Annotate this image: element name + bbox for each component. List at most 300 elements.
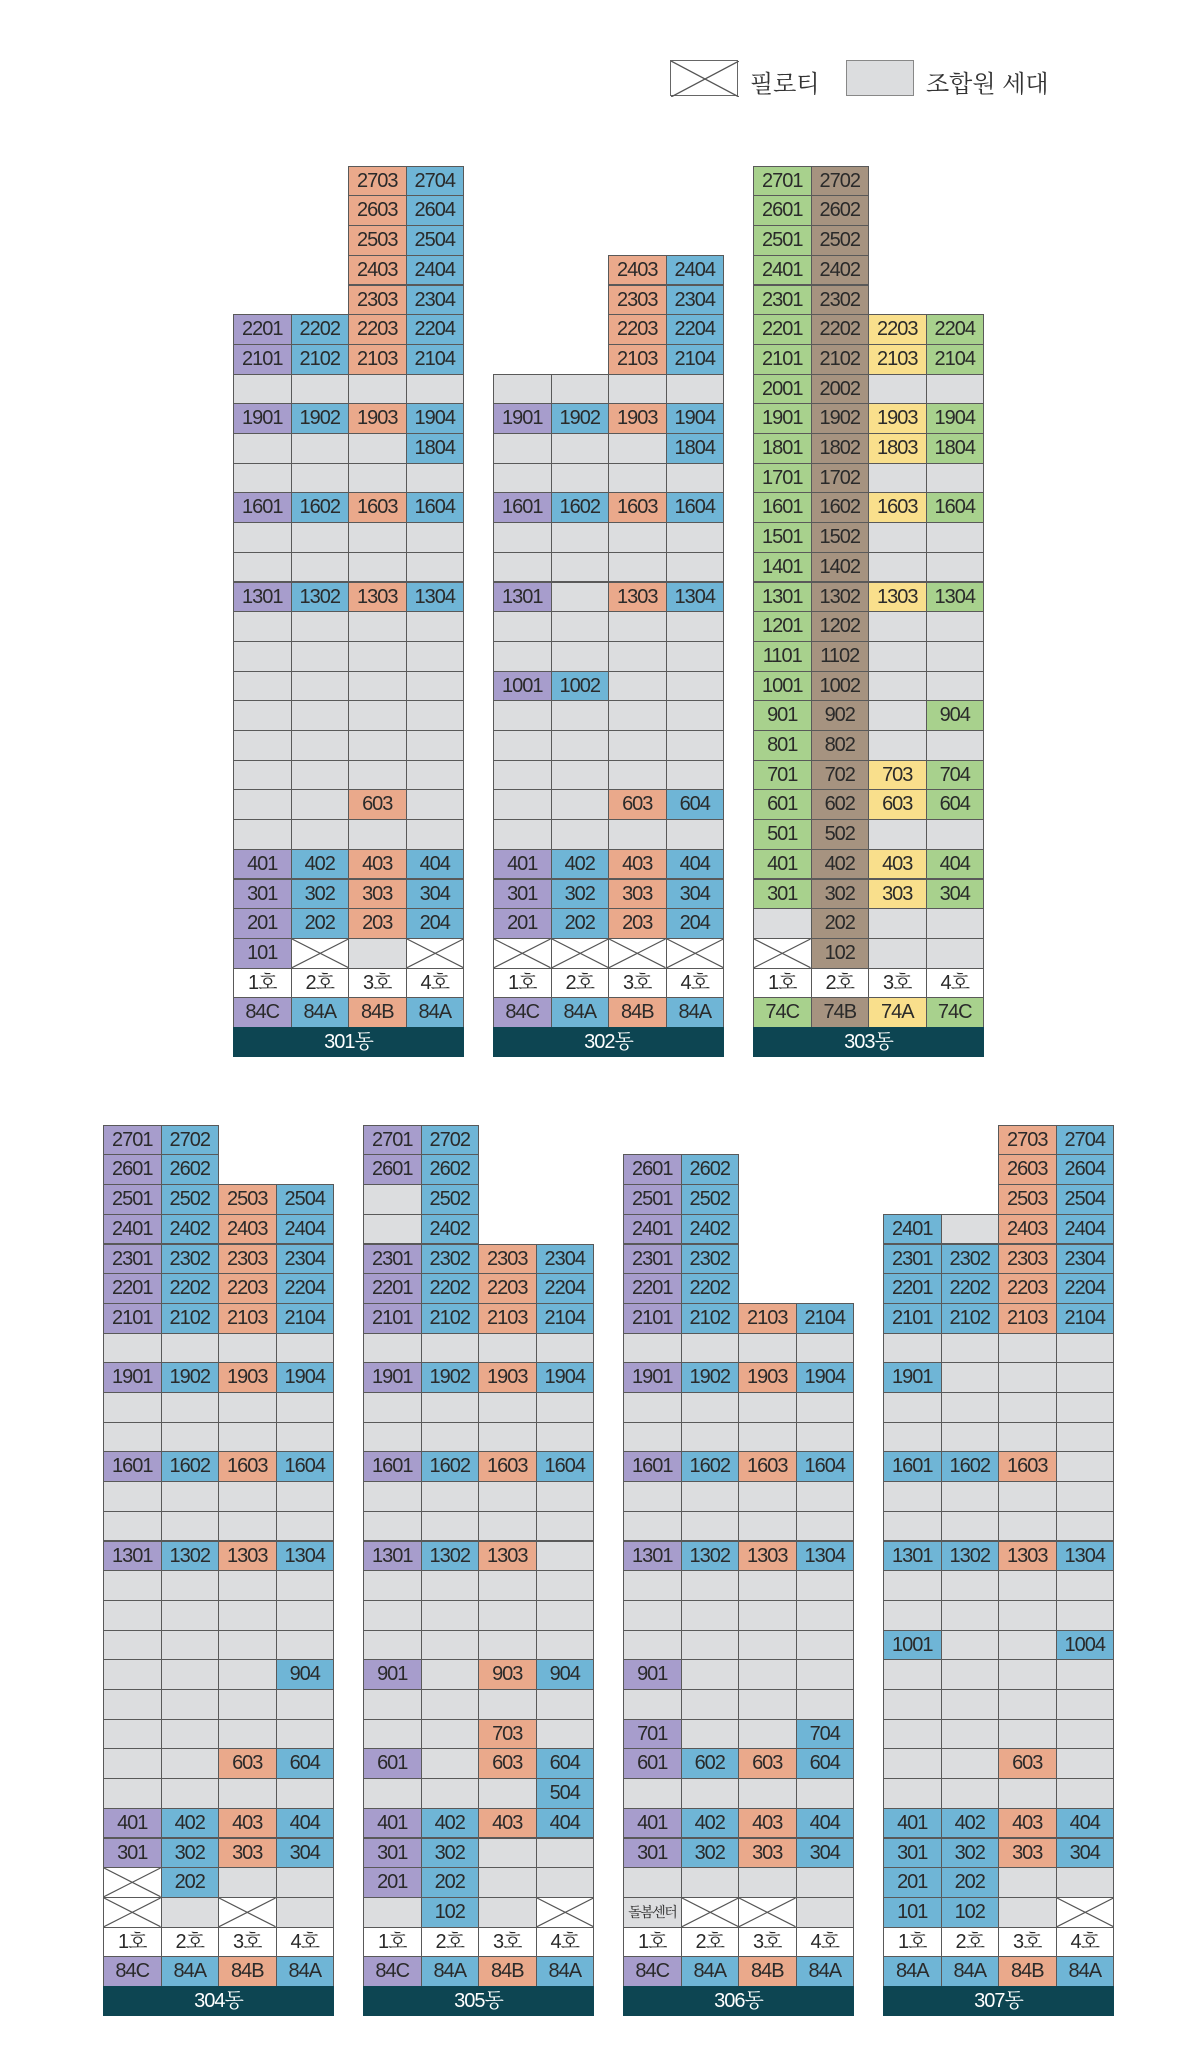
empty-unit — [868, 938, 927, 969]
unit-number: 1303 — [868, 582, 927, 613]
unit-number: 304 — [796, 1838, 855, 1869]
unit-number: 1303 — [738, 1541, 797, 1572]
unit-number: 202 — [941, 1867, 1000, 1898]
piloti-cell — [753, 938, 812, 969]
empty-unit — [478, 1630, 537, 1661]
empty-unit — [926, 374, 985, 405]
empty-unit — [1056, 1570, 1115, 1601]
unit-number: 2102 — [161, 1303, 220, 1334]
unit-number: 1603 — [348, 492, 407, 523]
unit-number: 2103 — [348, 344, 407, 375]
unit-number: 1604 — [926, 492, 985, 523]
unit-number: 1903 — [218, 1362, 277, 1393]
unit-line-label: 1호 — [753, 968, 812, 999]
unit-number: 2204 — [406, 314, 465, 345]
unit-number: 2304 — [666, 285, 725, 316]
piloti-cell — [536, 1897, 595, 1928]
empty-unit — [666, 522, 725, 553]
unit-number: 401 — [363, 1808, 422, 1839]
empty-unit — [998, 1481, 1057, 1512]
unit-number: 2101 — [883, 1303, 942, 1334]
empty-unit — [551, 611, 610, 642]
empty-unit — [161, 1481, 220, 1512]
empty-unit — [666, 760, 725, 791]
unit-number: 2602 — [681, 1154, 740, 1185]
unit-type-label: 84A — [666, 997, 725, 1028]
unit-number: 404 — [926, 849, 985, 880]
unit-number: 1904 — [406, 403, 465, 434]
empty-unit — [681, 1630, 740, 1661]
unit-number: 101 — [883, 1897, 942, 1928]
empty-unit — [421, 1778, 480, 1809]
empty-unit — [363, 1184, 422, 1215]
unit-number: 2303 — [218, 1244, 277, 1275]
unit-number: 1603 — [998, 1451, 1057, 1482]
empty-unit — [681, 1719, 740, 1750]
empty-unit — [1056, 1778, 1115, 1809]
unit-number: 301 — [363, 1838, 422, 1869]
empty-unit — [233, 552, 292, 583]
unit-type-label: 84A — [551, 997, 610, 1028]
empty-unit — [998, 1333, 1057, 1364]
empty-unit — [883, 1719, 942, 1750]
unit-number: 304 — [666, 879, 725, 910]
unit-number: 402 — [941, 1808, 1000, 1839]
empty-unit — [738, 1600, 797, 1631]
unit-line-label: 4호 — [926, 968, 985, 999]
unit-number: 1302 — [291, 582, 350, 613]
unit-number: 2204 — [926, 314, 985, 345]
unit-number: 1904 — [536, 1362, 595, 1393]
unit-number: 1304 — [666, 582, 725, 613]
empty-unit — [493, 463, 552, 494]
piloti-cell — [608, 938, 667, 969]
empty-unit — [1056, 1600, 1115, 1631]
piloti-cross-icon — [552, 939, 609, 968]
empty-unit — [493, 374, 552, 405]
empty-unit — [103, 1422, 162, 1453]
empty-unit — [941, 1719, 1000, 1750]
empty-unit — [941, 1362, 1000, 1393]
empty-unit — [103, 1659, 162, 1690]
empty-unit — [868, 700, 927, 731]
unit-number: 401 — [493, 849, 552, 880]
empty-unit — [103, 1748, 162, 1779]
unit-number: 1601 — [233, 492, 292, 523]
building-name: 303동 — [753, 1027, 984, 1057]
building-name: 307동 — [883, 1986, 1114, 2016]
unit-number: 1202 — [811, 611, 870, 642]
empty-unit — [276, 1630, 335, 1661]
empty-unit — [493, 700, 552, 731]
unit-number: 403 — [218, 1808, 277, 1839]
empty-unit — [406, 700, 465, 731]
empty-unit — [883, 1511, 942, 1542]
unit-number: 2201 — [623, 1273, 682, 1304]
unit-number: 2402 — [681, 1214, 740, 1245]
empty-unit — [233, 641, 292, 672]
empty-unit — [478, 1778, 537, 1809]
unit-number: 303 — [218, 1838, 277, 1869]
unit-number: 302 — [161, 1838, 220, 1869]
unit-number: 2103 — [868, 344, 927, 375]
empty-unit — [406, 641, 465, 672]
unit-type-label: 84B — [348, 997, 407, 1028]
empty-unit — [478, 1867, 537, 1898]
unit-number: 604 — [926, 789, 985, 820]
empty-unit — [608, 611, 667, 642]
unit-number: 904 — [276, 1659, 335, 1690]
unit-number: 2302 — [811, 285, 870, 316]
empty-unit — [796, 1630, 855, 1661]
unit-number: 2101 — [363, 1303, 422, 1334]
unit-number: 2402 — [421, 1214, 480, 1245]
unit-number: 203 — [348, 908, 407, 939]
unit-number: 2301 — [103, 1244, 162, 1275]
unit-number: 2502 — [681, 1184, 740, 1215]
empty-unit — [666, 700, 725, 731]
unit-number: 401 — [623, 1808, 682, 1839]
unit-line-label: 3호 — [478, 1927, 537, 1958]
empty-unit — [998, 1511, 1057, 1542]
unit-number: 1701 — [753, 463, 812, 494]
unit-number: 303 — [608, 879, 667, 910]
unit-number: 2603 — [348, 195, 407, 226]
empty-unit — [103, 1333, 162, 1364]
empty-unit — [941, 1392, 1000, 1423]
unit-number: 2304 — [406, 285, 465, 316]
piloti-cross-icon — [407, 939, 464, 968]
unit-number: 2502 — [811, 225, 870, 256]
unit-number: 603 — [218, 1748, 277, 1779]
empty-unit — [883, 1600, 942, 1631]
empty-unit — [941, 1570, 1000, 1601]
building-name: 301동 — [233, 1027, 464, 1057]
unit-number: 1702 — [811, 463, 870, 494]
empty-unit — [883, 1392, 942, 1423]
empty-unit — [233, 730, 292, 761]
empty-unit — [1056, 1689, 1115, 1720]
unit-number: 2703 — [998, 1125, 1057, 1156]
piloti-cell — [493, 938, 552, 969]
building-name: 302동 — [493, 1027, 724, 1057]
unit-number: 1201 — [753, 611, 812, 642]
unit-line-label: 1호 — [233, 968, 292, 999]
empty-unit — [291, 730, 350, 761]
empty-unit — [478, 1333, 537, 1364]
unit-number: 1802 — [811, 433, 870, 464]
unit-number: 601 — [363, 1748, 422, 1779]
unit-number: 2304 — [1056, 1244, 1115, 1275]
empty-unit — [1056, 1511, 1115, 1542]
empty-unit — [276, 1511, 335, 1542]
unit-number: 2104 — [796, 1303, 855, 1334]
unit-number: 201 — [233, 908, 292, 939]
unit-number: 702 — [811, 760, 870, 791]
empty-unit — [406, 760, 465, 791]
unit-number: 1604 — [666, 492, 725, 523]
unit-number: 1903 — [868, 403, 927, 434]
empty-unit — [536, 1838, 595, 1869]
unit-type-label: 84B — [218, 1956, 277, 1987]
empty-unit — [161, 1778, 220, 1809]
empty-unit — [926, 611, 985, 642]
empty-unit — [608, 433, 667, 464]
unit-number: 303 — [348, 879, 407, 910]
empty-unit — [478, 1481, 537, 1512]
empty-unit — [103, 1511, 162, 1542]
unit-number: 1002 — [551, 671, 610, 702]
empty-unit — [551, 641, 610, 672]
unit-number: 601 — [623, 1748, 682, 1779]
unit-type-label: 84A — [276, 1956, 335, 1987]
empty-unit — [738, 1630, 797, 1661]
unit-number: 2203 — [998, 1273, 1057, 1304]
empty-unit — [233, 700, 292, 731]
unit-number: 401 — [883, 1808, 942, 1839]
empty-unit — [478, 1689, 537, 1720]
empty-unit — [1056, 1867, 1115, 1898]
unit-type-label: 84B — [608, 997, 667, 1028]
unit-number: 2503 — [348, 225, 407, 256]
unit-type-label: 84A — [796, 1956, 855, 1987]
unit-number: 2301 — [753, 285, 812, 316]
unit-line-label: 1호 — [623, 1927, 682, 1958]
empty-unit — [421, 1719, 480, 1750]
empty-unit — [421, 1689, 480, 1720]
empty-unit — [681, 1392, 740, 1423]
unit-number: 2102 — [291, 344, 350, 375]
empty-unit — [291, 671, 350, 702]
unit-number: 2204 — [276, 1273, 335, 1304]
unit-line-label: 2호 — [421, 1927, 480, 1958]
unit-number: 2502 — [161, 1184, 220, 1215]
empty-unit — [233, 374, 292, 405]
unit-number: 1804 — [666, 433, 725, 464]
unit-number: 2203 — [218, 1273, 277, 1304]
unit-number: 1602 — [681, 1451, 740, 1482]
empty-unit — [233, 433, 292, 464]
unit-number: 704 — [796, 1719, 855, 1750]
piloti-legend-label: 필로티 — [750, 71, 820, 98]
empty-unit — [738, 1778, 797, 1809]
unit-number: 1303 — [218, 1541, 277, 1572]
unit-number: 404 — [1056, 1808, 1115, 1839]
empty-unit — [421, 1659, 480, 1690]
empty-unit — [161, 1897, 220, 1928]
empty-unit — [536, 1333, 595, 1364]
unit-number: 2203 — [348, 314, 407, 345]
unit-number: 2501 — [103, 1184, 162, 1215]
unit-number: 1304 — [276, 1541, 335, 1572]
unit-number: 304 — [276, 1838, 335, 1869]
empty-unit — [233, 463, 292, 494]
unit-number: 403 — [478, 1808, 537, 1839]
unit-number: 302 — [681, 1838, 740, 1869]
unit-number: 1604 — [796, 1451, 855, 1482]
unit-number: 2303 — [348, 285, 407, 316]
unit-number: 2104 — [926, 344, 985, 375]
empty-unit — [421, 1422, 480, 1453]
empty-unit — [291, 552, 350, 583]
unit-type-label: 84A — [406, 997, 465, 1028]
empty-unit — [233, 522, 292, 553]
unit-line-label: 2호 — [681, 1927, 740, 1958]
unit-number: 2103 — [218, 1303, 277, 1334]
unit-number: 2701 — [363, 1125, 422, 1156]
unit-number: 1402 — [811, 552, 870, 583]
empty-unit — [623, 1630, 682, 1661]
empty-unit — [738, 1392, 797, 1423]
unit-number: 1303 — [608, 582, 667, 613]
empty-unit — [796, 1778, 855, 1809]
empty-unit — [738, 1570, 797, 1601]
unit-number: 1602 — [551, 492, 610, 523]
unit-number: 1601 — [753, 492, 812, 523]
empty-unit — [478, 1422, 537, 1453]
unit-number: 1502 — [811, 522, 870, 553]
empty-unit — [941, 1333, 1000, 1364]
empty-unit — [103, 1570, 162, 1601]
unit-type-label: 74B — [811, 997, 870, 1028]
empty-unit — [291, 819, 350, 850]
unit-number: 2101 — [103, 1303, 162, 1334]
unit-number: 1902 — [421, 1362, 480, 1393]
piloti-cell — [406, 938, 465, 969]
empty-unit — [868, 611, 927, 642]
unit-number: 2303 — [998, 1244, 1057, 1275]
empty-unit — [348, 611, 407, 642]
empty-unit — [161, 1392, 220, 1423]
empty-unit — [623, 1778, 682, 1809]
unit-number: 403 — [868, 849, 927, 880]
unit-type-label: 84A — [291, 997, 350, 1028]
unit-number: 2402 — [811, 255, 870, 286]
unit-number: 1601 — [883, 1451, 942, 1482]
unit-number: 2102 — [681, 1303, 740, 1334]
empty-unit — [551, 374, 610, 405]
empty-unit — [536, 1867, 595, 1898]
unit-line-label: 1호 — [883, 1927, 942, 1958]
unit-number: 1001 — [753, 671, 812, 702]
unit-number: 401 — [233, 849, 292, 880]
empty-unit — [998, 1630, 1057, 1661]
empty-unit — [478, 1511, 537, 1542]
piloti-cross-icon — [609, 939, 666, 968]
empty-unit — [608, 374, 667, 405]
empty-unit — [941, 1422, 1000, 1453]
piloti-cell — [551, 938, 610, 969]
empty-unit — [681, 1778, 740, 1809]
unit-type-label: 84C — [623, 1956, 682, 1987]
empty-unit — [478, 1600, 537, 1631]
unit-number: 1401 — [753, 552, 812, 583]
empty-unit — [161, 1748, 220, 1779]
unit-number: 902 — [811, 700, 870, 731]
unit-line-label: 4호 — [276, 1927, 335, 1958]
unit-number: 1903 — [608, 403, 667, 434]
unit-line-label: 3호 — [348, 968, 407, 999]
unit-number: 1604 — [276, 1451, 335, 1482]
empty-unit — [868, 463, 927, 494]
empty-unit — [233, 789, 292, 820]
unit-line-label: 4호 — [1056, 1927, 1115, 1958]
piloti-cross-icon — [494, 939, 551, 968]
unit-number: 2601 — [753, 195, 812, 226]
unit-number: 1604 — [536, 1451, 595, 1482]
empty-unit — [883, 1422, 942, 1453]
unit-number: 2202 — [421, 1273, 480, 1304]
empty-unit — [536, 1689, 595, 1720]
unit-number: 2203 — [478, 1273, 537, 1304]
unit-number: 604 — [276, 1748, 335, 1779]
unit-number: 2302 — [421, 1244, 480, 1275]
unit-number: 603 — [608, 789, 667, 820]
unit-number: 401 — [753, 849, 812, 880]
unit-type-label: 84A — [161, 1956, 220, 1987]
unit-number: 1301 — [103, 1541, 162, 1572]
empty-unit — [926, 641, 985, 672]
unit-number: 302 — [421, 1838, 480, 1869]
unit-number: 2401 — [103, 1214, 162, 1245]
unit-type-label: 84C — [493, 997, 552, 1028]
empty-unit — [1056, 1333, 1115, 1364]
empty-unit — [421, 1392, 480, 1423]
piloti-legend-swatch — [670, 60, 738, 96]
unit-number: 102 — [941, 1897, 1000, 1928]
unit-number: 2201 — [363, 1273, 422, 1304]
empty-unit — [681, 1689, 740, 1720]
empty-unit — [796, 1392, 855, 1423]
empty-unit — [998, 1719, 1057, 1750]
unit-number: 1902 — [551, 403, 610, 434]
unit-number: 1304 — [796, 1541, 855, 1572]
unit-number: 302 — [941, 1838, 1000, 1869]
empty-unit — [926, 730, 985, 761]
empty-unit — [796, 1511, 855, 1542]
unit-number: 601 — [753, 789, 812, 820]
empty-unit — [941, 1600, 1000, 1631]
empty-unit — [363, 1333, 422, 1364]
unit-number: 901 — [363, 1659, 422, 1690]
unit-number: 604 — [796, 1748, 855, 1779]
empty-unit — [608, 730, 667, 761]
unit-number: 2001 — [753, 374, 812, 405]
unit-number: 2404 — [276, 1214, 335, 1245]
unit-number: 2202 — [941, 1273, 1000, 1304]
unit-number: 2601 — [363, 1154, 422, 1185]
unit-number: 2503 — [218, 1184, 277, 1215]
empty-unit — [681, 1333, 740, 1364]
empty-unit — [218, 1689, 277, 1720]
unit-number: 404 — [406, 849, 465, 880]
empty-unit — [348, 671, 407, 702]
empty-unit — [536, 1392, 595, 1423]
empty-unit — [738, 1333, 797, 1364]
empty-unit — [608, 819, 667, 850]
empty-unit — [291, 463, 350, 494]
unit-number: 1904 — [276, 1362, 335, 1393]
unit-number: 2104 — [276, 1303, 335, 1334]
unit-number: 1301 — [363, 1541, 422, 1572]
empty-unit — [103, 1600, 162, 1631]
unit-number: 2203 — [608, 314, 667, 345]
unit-number: 1804 — [926, 433, 985, 464]
unit-number: 2702 — [421, 1125, 480, 1156]
empty-unit — [681, 1570, 740, 1601]
unit-line-label: 3호 — [608, 968, 667, 999]
piloti-cross-icon — [537, 1898, 594, 1927]
